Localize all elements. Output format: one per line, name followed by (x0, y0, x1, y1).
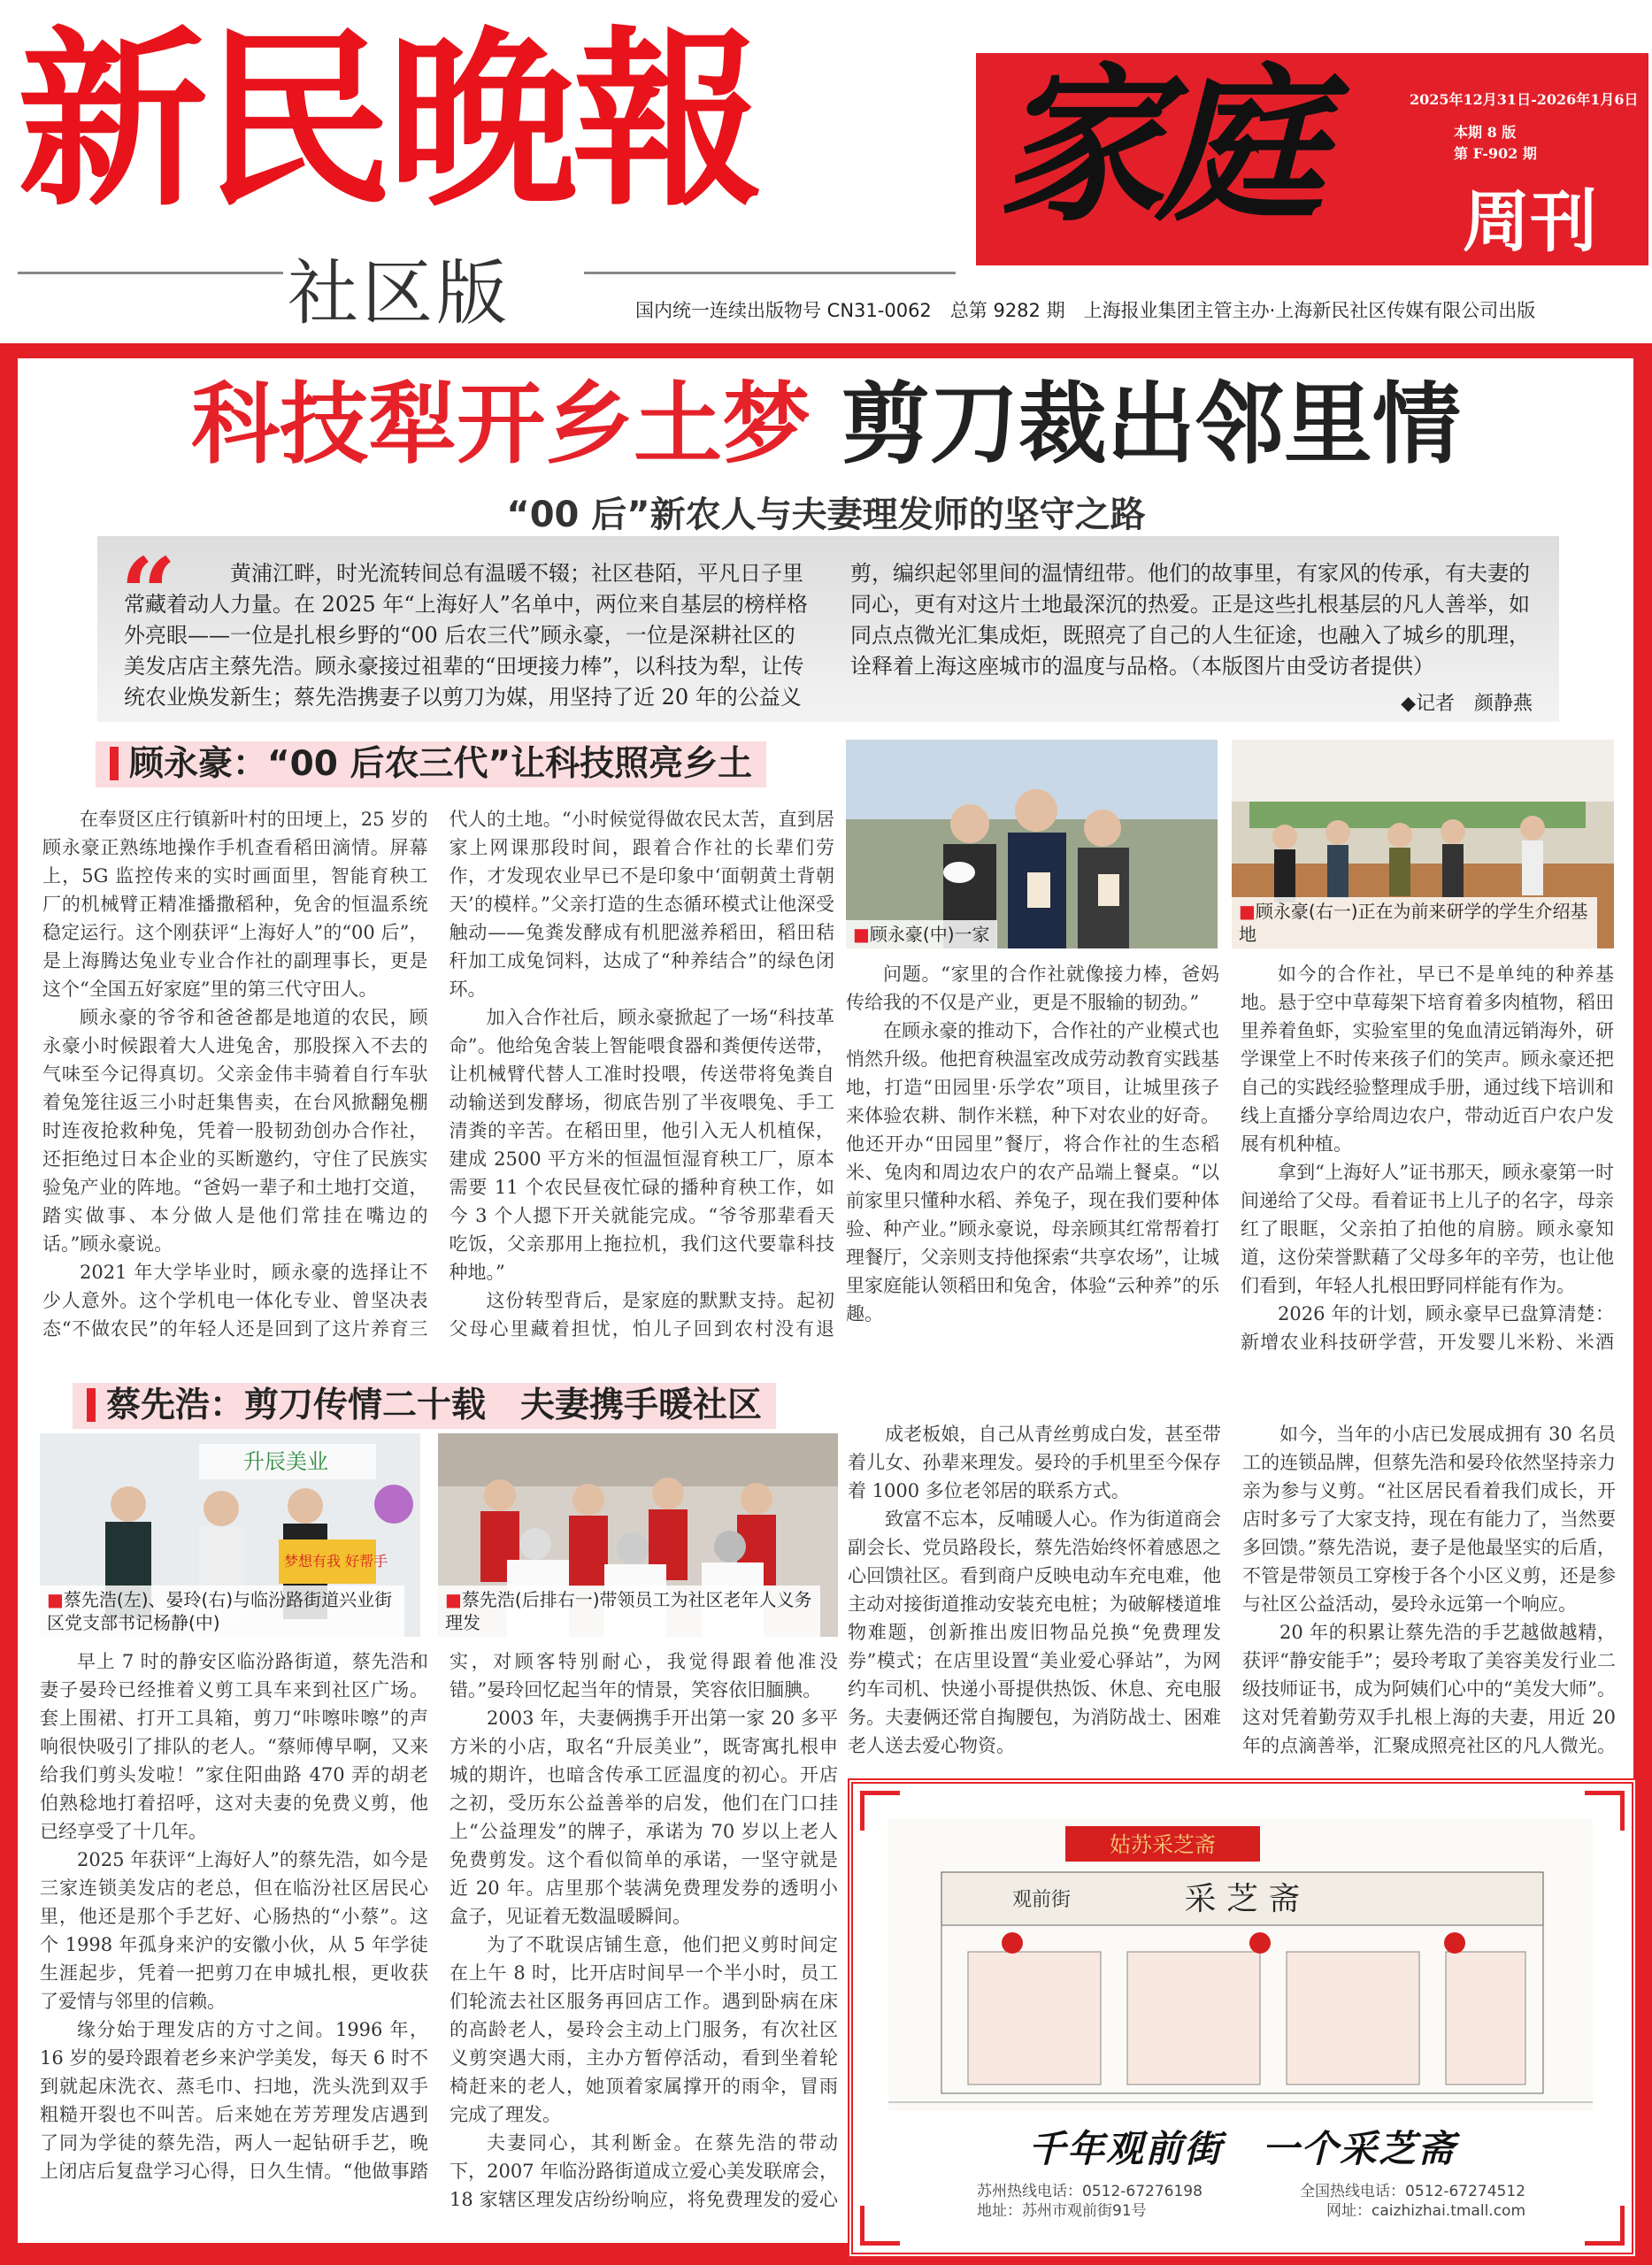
weekly-label: 周刊 (1463, 182, 1597, 261)
publication-info: 国内统一连续出版物号 CN31-0062 总第 9282 期 上海报业集团主管主办·上海新民社区传媒有限公司出版 (635, 300, 1536, 321)
paragraph: 在顾永豪的推动下，合作社的产业模式也悄然升级。他把育秧温室改成劳动教育实践基地，打造“田园里·乐学农”项目，让城里孩子来体验农耕、制作米糕，种下对农业的好奇。他还开办“田园里”餐厅，将合作社的生态稻米、兔肉和周边农户的农产品端上餐桌。“以前家里只懂种水稻、养兔子，现在我们要种体验、种产业。”顾永豪说，母亲顾其红常帮着打理餐厅，父亲则支持他探索“共享农场”，让城里家庭能认领稻田和兔舍，体验“云种养”的乐趣。 (846, 1020, 1219, 1324)
ad-corner-ornament (1585, 2206, 1625, 2246)
paragraph: 2003 年，夫妻俩携手开出第一家 20 多平方米的小店，取名“升辰美业”，既寄寓扎根申城的期许，也暗含传承工匠温度的初心。开店之初，受历东公益善举的启发，他们在门口挂上“公益理发”的牌子，承诺为 70 岁以上老人免费剪发。这个看似简单的承诺，一坚守就是近 20 年。店里那个装满免费理发券的透明小盒子，见证着无数温暖瞬间。 (449, 1708, 838, 1927)
advertisement-caizhizhai (848, 1778, 1637, 2258)
ad-hotline: 苏州热线电话：0512-67276198 (977, 2183, 1203, 2200)
ad-slogan: 千年观前街 一个采芝斋 (1027, 2127, 1456, 2170)
paragraph: 2025 年获评“上海好人”的蔡先浩，如今是三家连锁美发店的老总，但在临汾社区居民心里，他还是那个手艺好、心肠热的“小蔡”。这个 1998 年孤身来沪的安徽小伙，从 5 年学徒生涯起步，凭着一把剪刀在申城扎根，更收获了爱情与邻里的信赖。 (40, 1849, 428, 2012)
paragraph: 这份转型背后，是家庭的默默支持。起初父母心里藏着担忧，怕儿子回到农村没有退 (449, 1290, 834, 1340)
lead-box (97, 536, 1559, 722)
newspaper-title: 新民晚報 (18, 10, 757, 232)
photo-caption: ■ 顾永豪(中)一家 (846, 920, 997, 948)
paragraph: 夫妻同心，其利断金。在蔡先浩的带动下，2007 年临汾路街道成立爱心美发联席会，18 家辖区理发店纷纷响应，将免费理发的爱心 (449, 2132, 838, 2210)
paragraph: 成老板娘，自己从青丝剪成白发，甚至带着儿女、孙辈来理发。晏玲的手机里至今保存着 1000 多位老邻居的联系方式。 (848, 1424, 1221, 1501)
paragraph: 早上 7 时的静安区临汾路街道，蔡先浩和妻子晏玲已经推着义剪工具车来到社区广场。套上围裙、打开工具箱，剪刀“咔嚓咔嚓”的声响很快吸引了排队的老人。“蔡师傅早啊，又来给我们剪头发啦！”家住阳曲路 470 弄的胡老伯熟稔地打着招呼，这对夫妻的免费义剪，他已经享受了十几年。 (40, 1651, 428, 1842)
paragraph: 2021 年大学毕业时，顾永豪的选择让不少人意外。这个学机电一体化专业、曾坚决表态“不做农民”的年轻人还是回到了这片养育三代人的土地。“小时候觉得做农民太苦，直到居家上网课那段时间，跟着合作社的长辈们劳作，才发现农业早已不是印象中‘面朝黄土背朝天’的模样。”父亲打造的生态循环模式让他深受触动——兔粪发酵成有机肥滋养稻田，稻田秸秆加工成兔饲料，达成了“种养结合”的绿色闭环。 (42, 809, 834, 1340)
reporter-byline: ◆记者 颜静燕 (1401, 693, 1533, 715)
quote-mark-icon: “ (120, 536, 177, 650)
ad-corner-ornament (860, 2206, 900, 2246)
family-weekly-banner (976, 47, 1648, 265)
ad-national-hotline: 全国热线电话：0512-67274512 (1300, 2183, 1525, 2200)
family-photo-image (846, 740, 1218, 948)
shop-sign: 姑苏采芝斋 (1110, 1832, 1216, 1857)
issue-number: 第 F-902 期 (1454, 145, 1537, 162)
paragraph: 如今，当年的小店已发展成拥有 30 名员工的连锁品牌，但蔡先浩和晏玲依然坚持亲力亲为参与义剪。“社区居民看着我们成长，开店时多亏了大家支持，现在有能力了，当然要多回馈。”蔡先浩说，妻子是他最坚实的后盾，不管是带领员工穿梭于各个小区义剪，还是参与社区公益活动，晏玲永远第一个响应。 (1242, 1424, 1616, 1615)
banner-text: 梦想有我 好帮手 (284, 1553, 388, 1570)
masthead (18, 11, 956, 338)
ad-website: 网址：caizhizhai.tmall.com (1326, 2202, 1525, 2220)
paragraph: 2026 年的计划，顾永豪早已盘算清楚：新增农业科技研学营，开发婴儿米粉、米酒 (1241, 1303, 1614, 1353)
paragraph: 如今的合作社，早已不是单纯的种养基地。悬于空中草莓架下培育着多肉植物，稻田里养着鱼虾，实验室里的兔血清远销海外，研学课堂上不时传来孩子们的笑声。顾永豪还把自己的实践经验整理成手册，通过线下培训和线上直播分享给周边农户，带动近百户农户发展有机种植。 (1241, 964, 1614, 1155)
edition-name: 社区版 (288, 252, 511, 334)
paragraph: 拿到“上海好人”证书那天，顾永豪第一时间递给了父母。看着证书上儿子的名字，母亲红了眼眶，父亲拍了拍他的肩膀。顾永豪知道，这份荣誉默藉了父母多年的辛劳，也让他们看到，年轻人扎根田野同样能有作为。 (1241, 1162, 1614, 1296)
shop-plaque: 采 芝 斋 (1184, 1881, 1301, 1917)
section1-heading: 顾永豪：“00 后农三代”让科技照亮乡土 (96, 741, 766, 787)
paragraph: 20 年的积累让蔡先浩的手艺越做越精，获评“静安能手”；晏玲考取了美容美发行业二级技师证书，成为阿姨们心中的“美发大师”。这对凭着勤劳双手扎根上海的夫妻，用近 20 年的点滴善举，汇聚成照亮社区的凡人微光。 (1242, 1622, 1616, 1756)
photo-caption: ■ 蔡先浩(后排右一)带领员工为社区老年人义务理发 (438, 1586, 820, 1637)
edition-pages: 本期 8 版 (1454, 124, 1517, 141)
section1-body-left (42, 805, 834, 1354)
masthead-rule-right (584, 272, 956, 274)
photo-study-base (1232, 740, 1614, 948)
issue-date: 2025年12月31日-2026年1月6日 (1410, 91, 1639, 108)
photo-couple-with-secretary (40, 1433, 420, 1637)
photo-volunteer-haircut (438, 1433, 838, 1637)
issue-info (1454, 122, 1537, 165)
headline-subtitle: “00 后”新农人与夫妻理发师的坚守之路 (506, 495, 1146, 535)
storefront-sketch (888, 1819, 1593, 2111)
paragraph: 缘分始于理发店的方寸之间。1996 年，16 岁的晏玲跟着老乡来沪学美发，每天 6 时不到就起床洗衣、蒸毛巾、扫地，洗头洗到双手粗糙开裂也不叫苦。后来她在芳芳理发店遇到了同为学徒的蔡先浩，两人一起钻研手艺，晚上闭店后复盘学习心得，日久生情。“他做事踏实，对顾客特别耐心，我觉得跟着他准没错。”晏玲回忆起当年的情景，笑容依旧腼腆。 (40, 1651, 838, 2182)
paragraph: 在奉贤区庄行镇新叶村的田埂上，25 岁的顾永豪正熟练地操作手机查看稻田滴情。屏幕上，5G 监控传来的实时画面里，智能育秧工厂的机械臂正精准播撒稻种，免舍的恒温系统稳定运行。这个刚获评“上海好人”的“00 后”，是上海腾达兔业专业合作社的副理事长，更是这个“全国五好家庭”里的第三代守田人。 (42, 809, 428, 1000)
paragraph: 加入合作社后，顾永豪掀起了一场“科技革命”。他给兔舍装上智能喂食器和粪便传送带，让机械臂代替人工准时投喂，传送带将兔粪自动输送到发酵场，彻底告别了半夜喂兔、手工清粪的辛苦。在稻田里，他引入无人机植保，建成 2500 平方米的恒温恒湿育秧工厂，原本需要 11 个农民昼夜忙碌的播种育秧工作，如今 3 个人摁下开关就能完成。“爷爷那辈看天吃饭，父亲那用上拖拉机，我们这代要靠科技种地。” (449, 1007, 834, 1283)
ad-address: 地址：苏州市观前街91号 (977, 2202, 1147, 2220)
main-headline (0, 372, 1652, 478)
paragraph: 为了不耽误店铺生意，他们把义剪时间定在上午 8 时，比开店时间早一个半小时，员工们轮流去社区服务再回店工作。遇到卧病在床的高龄老人，晏玲会主动上门服务，有次社区义剪突遇大雨，主办方暂停活动，看到坐着轮椅赶来的老人，她顶着家属撑开的雨伞，冒雨完成了理发。 (449, 1934, 838, 2125)
paragraph: 问题。“家里的合作社就像接力棒，爸妈传给我的不仅是产业，更是不服输的韧劲。” (846, 964, 1219, 1013)
paragraph: 致富不忘本，反哺暖人心。作为街道商会副会长、党员路段长，蔡先浩始终怀着感恩之心回馈社区。看到商户反映电动车充电难，他主动对接街道推动安装充电桩；为破解楼道堆物难题，创新推出废旧物品兑换“免费理发券”模式；在店里设置“美业爱心驿站”，为网约车司机、快递小哥提供热饭、休息、充电服务。夫妻俩还常自掏腰包，为消防战士、困难老人送去爱心物资。 (848, 1509, 1221, 1756)
weekly-calligraphy: 家庭 (997, 47, 1317, 244)
headline-black-part: 剪刀裁出邻里情 (811, 372, 1461, 476)
paragraph: 顾永豪的爷爷和爸爸都是地道的农民，顾永豪小时候跟着大人进兔舍，那股探入不去的气味至今记得真切。父亲金伟丰骑着自行车驮着兔笼往返三小时赶集售卖，在台风掀翻兔棚时连夜抢救种兔，凭着一股韧劲创办合作社，还拒绝过日本企业的买断邀约，守住了民族实验兔产业的阵地。“爸妈一辈子和土地打交道，踏实做事、本分做人是他们常挂在嘴边的话。”顾永豪说。 (42, 1007, 428, 1255)
headline-red-part: 科技犁开乡土梦 (191, 372, 811, 476)
salon-sign: 升辰美业 (243, 1449, 328, 1474)
masthead-rule-left (18, 272, 283, 274)
ad-contact-info (977, 2182, 1525, 2221)
photo-caption: ■ 顾永豪(右一)正在为前来研学的学生介绍基地 (1232, 897, 1597, 948)
section1-body-right (846, 960, 1614, 1358)
photo-caption: ■ 蔡先浩(左)、晏玲(右)与临汾路街道兴业街区党支部书记杨静(中) (40, 1586, 404, 1637)
section2-heading: 蔡先浩：剪刀传情二十载 夫妻携手暖社区 (73, 1383, 776, 1429)
section2-body-left (40, 1647, 838, 2227)
section2-body-right (848, 1420, 1616, 1770)
lead-text: 黄浦江畔，时光流转间总有温暖不辍；社区巷陌，平凡日子里常藏着动人力量。在 2025 年“上海好人”名单中，两位来自基层的榜样格外亮眼——一位是扎根乡野的“00 后农三代”顾永豪，一位是深耕社区的美发店店主蔡先浩。顾永豪接过祖辈的“田埂接力棒”，以科技为犁，让传统农业焕发新生；蔡先浩携妻子以剪刀为媒，用坚持了近 20 年的公益义剪，编织起邻里间的温情纽带。他们的故事里，有家风的传承，有夫妻的同心，更有对这片土地最深沉的热爱。正是这些扎根基层的凡人善举，如同点点微光汇集成炬，既照亮了自己的人生征途，也融入了城乡的肌理，诠释着上海这座城市的温度与品格。（本版图片由受访者提供） (124, 561, 1530, 710)
shop-plaque-secondary: 观前街 (1012, 1889, 1072, 1911)
photo-family (846, 740, 1218, 948)
